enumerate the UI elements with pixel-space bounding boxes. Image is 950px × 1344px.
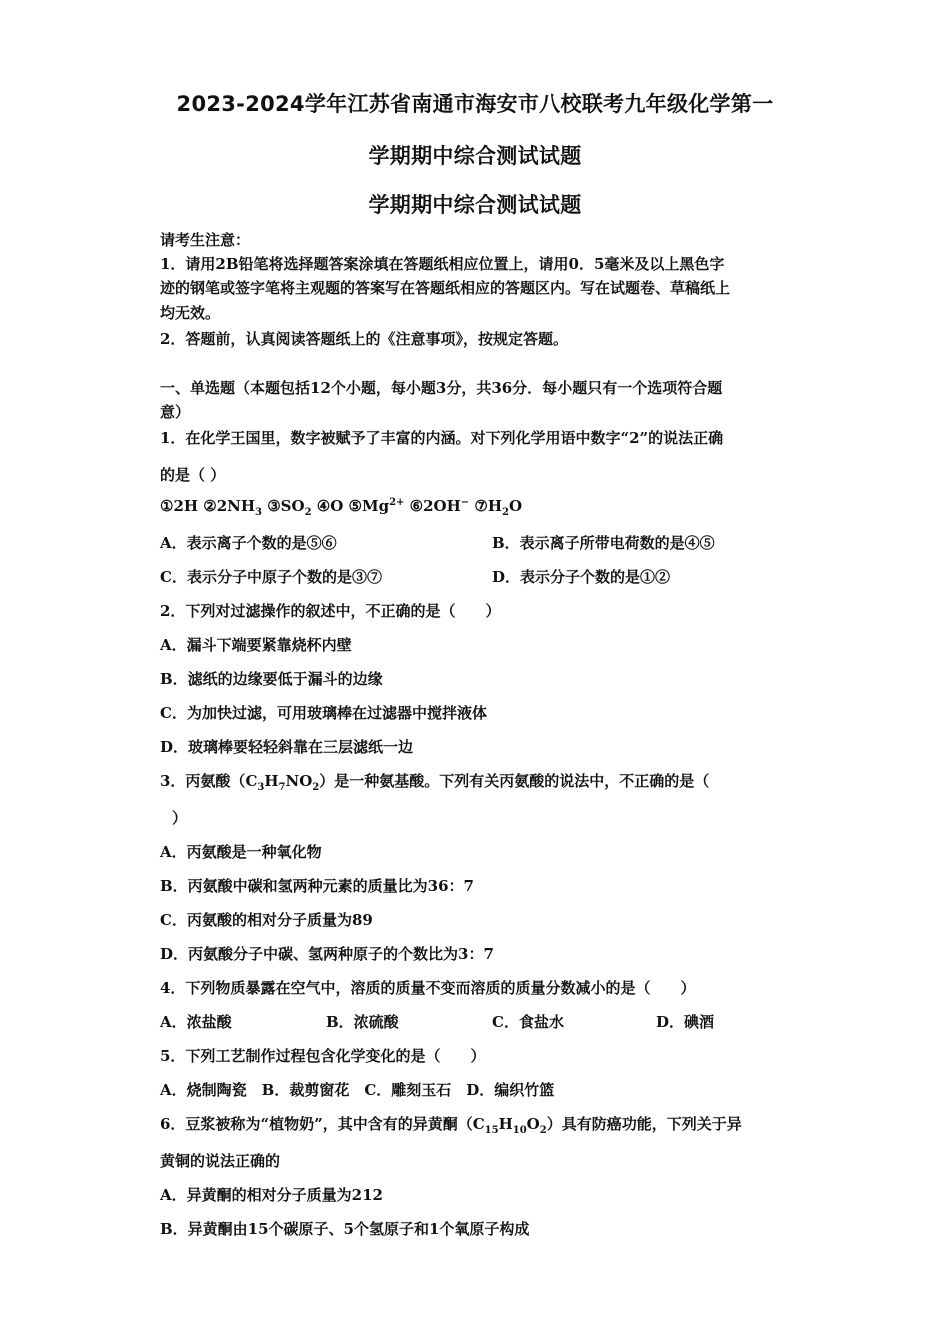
document-title-line2: 学期期中综合测试试题: [368, 144, 582, 168]
notice-heading: 请考生注意：: [160, 231, 251, 249]
q3-option-a: A．丙氨酸是一种氧化物: [160, 843, 322, 861]
q4-option-a: A．浓盐酸: [160, 1013, 232, 1031]
notice-item1-line2: 迹的钢笔或签字笔将主观题的答案写在答题纸相应的答题区内。写在试题卷、草稿纸上: [160, 279, 731, 297]
q4-option-c: C．食盐水: [492, 1013, 564, 1031]
q1-option-d: D．表示分子个数的是①②: [492, 568, 671, 586]
q6-option-a: A．异黄酮的相对分子质量为212: [160, 1186, 383, 1204]
section-heading-line2: 意）: [160, 403, 191, 421]
q4-option-b: B．浓硫酸: [326, 1013, 399, 1031]
q4-stem: 4．下列物质暴露在空气中，溶质的质量不变而溶质的质量分数减小的是（ ）: [160, 979, 696, 997]
q1-option-a: A．表示离子个数的是⑤⑥: [160, 534, 337, 552]
document-title-line3: 学期期中综合测试试题: [368, 193, 582, 217]
q5-stem: 5．下列工艺制作过程包含化学变化的是（ ）: [160, 1047, 486, 1065]
q2-option-c: C．为加快过滤，可用玻璃棒在过滤器中搅拌液体: [160, 704, 487, 722]
q6-option-b: B．异黄酮由15个碳原子、5个氢原子和1个氧原子构成: [160, 1220, 530, 1238]
q3-stem-line2: ）: [172, 809, 188, 827]
q1-option-b: B．表示离子所带电荷数的是④⑤: [492, 534, 715, 552]
q4-option-d: D．碘酒: [656, 1013, 715, 1031]
q3-option-b: B．丙氨酸中碳和氢两种元素的质量比为36：7: [160, 877, 474, 895]
q6-stem-line2: 黄铜的说法正确的: [160, 1152, 281, 1170]
q5-options: A．烧制陶瓷 B．裁剪窗花 C．雕刻玉石 D．编织竹篮: [160, 1081, 555, 1099]
q3-stem-line1: 3．丙氨酸$(C_3H_7NO_2)$是一种氨基酸。下列有关丙氨酸的说法中，不正确的是（: [160, 772, 710, 793]
q1-option-c: C．表示分子中原子个数的是③⑦: [160, 568, 382, 586]
notice-item2: 2．答题前，认真阅读答题纸上的《注意事项》，按规定答题。: [160, 330, 568, 348]
q2-stem: 2．下列对过滤操作的叙述中，不正确的是（ ）: [160, 602, 501, 620]
q3-option-c: C．丙氨酸的相对分子质量为89: [160, 911, 373, 929]
q2-option-b: B．滤纸的边缘要低于漏斗的边缘: [160, 670, 383, 688]
q1-stem-line1: 1．在化学王国里，数字被赋予了丰富的内涵。对下列化学用语中数字“2”的说法正确: [160, 429, 724, 447]
q1-formulas: ①2H $②2NH_3$ $③SO_2$ ④O $⑤Mg^{2+}$ ⑥2OH− $⑦H_2O$: [160, 497, 523, 518]
document-title-line1: 2023-2024学年江苏省南通市海安市八校联考九年级化学第一: [176, 92, 774, 116]
section-heading-line1: 一、单选题（本题包括12个小题，每小题3分，共36分．每小题只有一个选项符合题: [160, 379, 723, 397]
q1-stem-line2: 的是（ ）: [160, 466, 226, 484]
q3-option-d: D．丙氨酸分子中碳、氢两种原子的个数比为3：7: [160, 945, 494, 963]
notice-item1-line1: 1．请用2B铅笔将选择题答案涂填在答题纸相应位置上，请用0．5毫米及以上黑色字: [160, 255, 725, 273]
q2-option-d: D．玻璃棒要轻轻斜靠在三层滤纸一边: [160, 738, 414, 756]
q6-stem-line1: 6．豆浆被称为“植物奶”，其中含有的异黄酮$(C_{15}H_{10}O_2)$具有防癌功能，下列关于异: [160, 1115, 742, 1136]
q2-option-a: A．漏斗下端要紧靠烧杯内壁: [160, 636, 352, 654]
notice-item1-line3: 均无效。: [160, 304, 221, 322]
